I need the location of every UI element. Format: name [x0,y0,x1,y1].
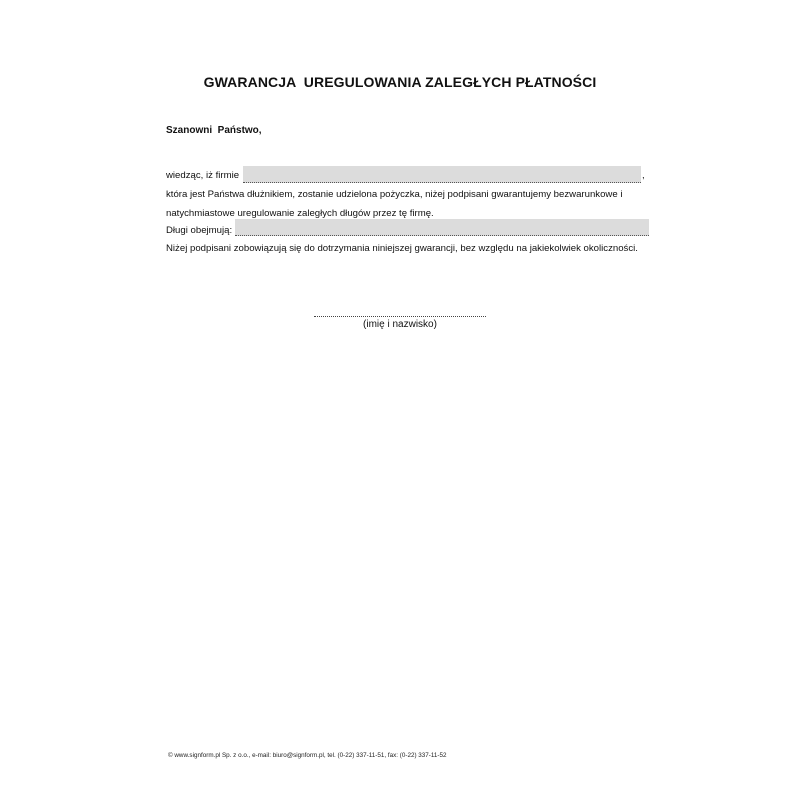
document-title: GWARANCJA UREGULOWANIA ZALEGŁYCH PŁATNOŚCI [203,74,597,90]
body-line-2: która jest Państwa dłużnikiem, zostanie udzielona pożyczka, niżej podpisani gwarantujemy bezwarunkowe i [166,189,623,200]
signature-line [314,316,486,317]
company-line-comma: , [642,170,645,181]
body-line-3: natychmiastowe uregulowanie zaległych długów przez tę firmę. [166,208,434,219]
body-line-5: Niżej podpisani zobowiązują się do dotrzymania niniejszej gwarancji, bez względu na jakiekolwiek okoliczności. [166,243,638,254]
company-name-field[interactable] [243,166,641,183]
greeting: Szanowni Państwo, [166,125,262,136]
debts-label: Długi obejmują: [166,225,233,236]
signature-caption: (imię i nazwisko) [363,319,437,330]
debts-field[interactable] [235,219,649,236]
footer-copyright: © www.signform.pl Sp. z o.o., e-mail: biuro@signform.pl, tel. (0-22) 337-11-51, fax: (0-22) 337-11-52 [168,752,447,759]
company-line-label: wiedząc, iż firmie [166,170,240,181]
